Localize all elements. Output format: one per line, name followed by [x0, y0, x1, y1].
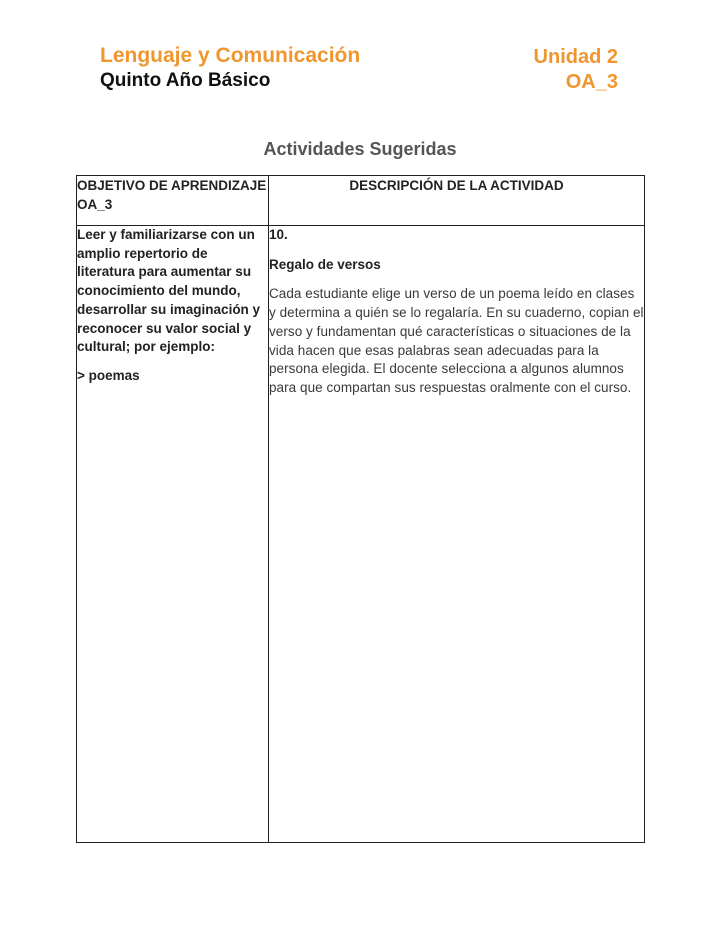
objective-header: OBJETIVO DE APRENDIZAJE OA_3: [77, 176, 269, 226]
subject-title: Lenguaje y Comunicación: [100, 44, 361, 67]
table-row: [77, 226, 645, 843]
activity-title: Regalo de versos: [269, 256, 381, 272]
grade-level: Quinto Año Básico: [100, 70, 271, 91]
activity-body: Cada estudiante elige un verso de un poema leído en clases y determina a quién se lo regalaría. En su cuaderno, copian el verso y fundamentan qué características o situaciones de la vida hacen que esas palabras sean adecuadas para la persona elegida. El docente selecciona a algunos alumnos para que compartan sus respuestas oralmente con el curso.: [269, 286, 644, 395]
oa-label: OA_3: [565, 71, 618, 93]
section-title: Actividades Sugeridas: [263, 139, 457, 159]
table-header-row: [77, 176, 645, 226]
activity-number: 10.: [269, 227, 288, 242]
objective-text: Leer y familiarizarse con un amplio repertorio de literatura para aumentar su conocimiento del mundo, desarrollar su imaginación y reconocer su valor social y cultural; por ejemplo:: [77, 227, 261, 355]
unit-label: Unidad 2: [533, 46, 618, 68]
description-header: DESCRIPCIÓN DE LA ACTIVIDAD: [269, 176, 645, 226]
activity-table: [76, 175, 645, 843]
document-header-left: [100, 43, 360, 93]
objective-example: > poemas: [77, 367, 140, 383]
description-cell: [269, 226, 645, 843]
objective-cell: [77, 226, 269, 843]
document-header-right: [534, 45, 618, 95]
